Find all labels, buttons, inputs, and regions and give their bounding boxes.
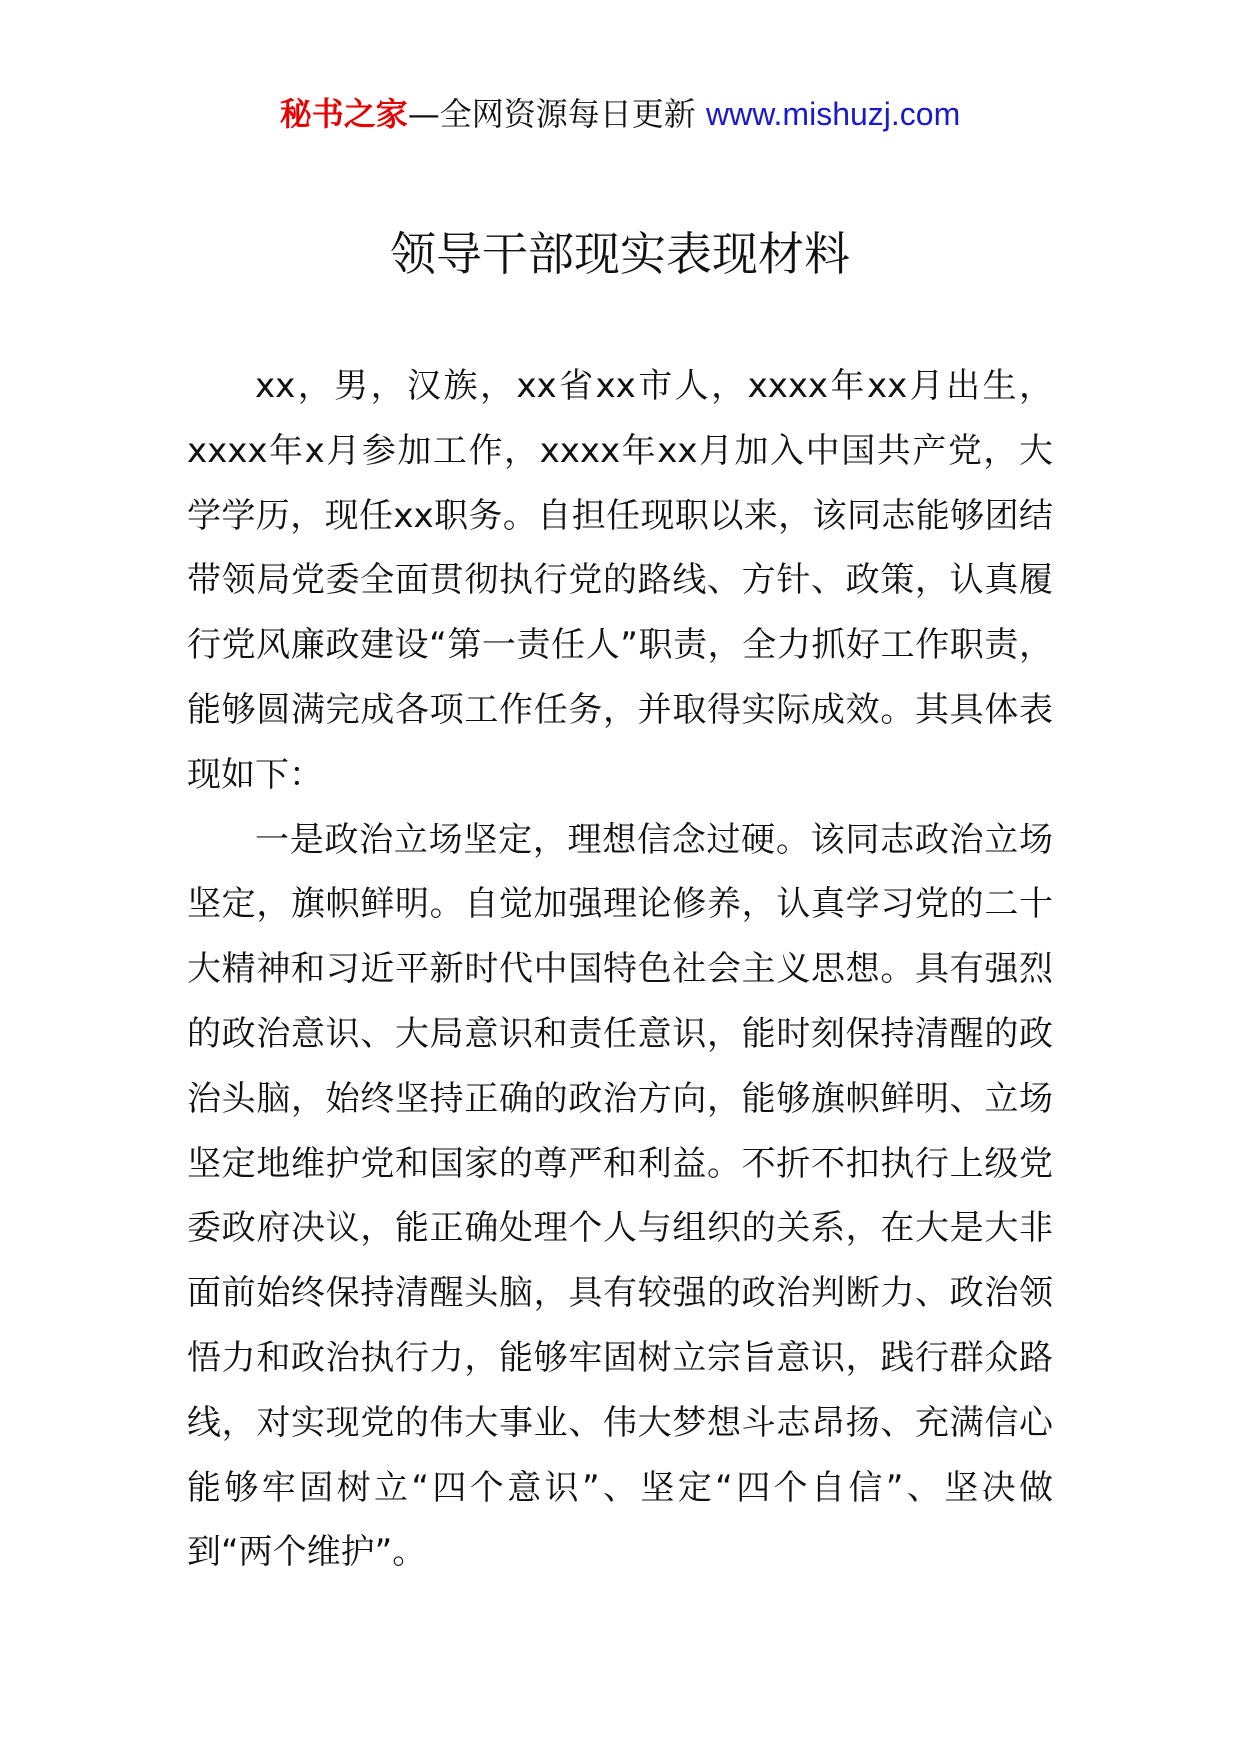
- site-url-link[interactable]: www.mishuzj.com: [705, 96, 961, 132]
- paragraph-intro: xx，男，汉族，xx省xx市人，xxxx年xx月出生，xxxx年x月参加工作，xxxx年xx月加入中国共产党，大学学历，现任xx职务。自担任现职以来，该同志能够团结带领局党委全面贯彻执行党的路线、方针、政策，认真履行党风廉政建设“第一责任人”职责，全力抓好工作职责，能够圆满完成各项工作任务，并取得实际成效。其具体表现如下：: [187, 366, 1053, 795]
- document-title: 领导干部现实表现材料: [390, 227, 850, 281]
- brand-name: 秘书之家: [279, 95, 408, 133]
- document-body: [187, 354, 1053, 1585]
- paragraph-political-stance: 一是政治立场坚定，理想信念过硬。该同志政治立场坚定，旗帜鲜明。自觉加强理论修养，认真学习党的二十大精神和习近平新时代中国特色社会主义思想。具有强烈的政治意识、大局意识和责任意识，能时刻保持清醒的政治头脑，始终坚持正确的政治方向，能够旗帜鲜明、立场坚定地维护党和国家的尊严和利益。不折不扣执行上级党委政府决议，能正确处理个人与组织的关系，在大是大非面前始终保持清醒头脑，具有较强的政治判断力、政治领悟力和政治执行力，能够牢固树立宗旨意识，践行群众路线，对实现党的伟大事业、伟大梦想斗志昂扬、充满信心能够牢固树立“四个意识”、坚定“四个自信”、坚决做到“两个维护”。: [187, 819, 1053, 1573]
- site-header: [0, 92, 1240, 136]
- header-slogan: —全网资源每日更新: [407, 95, 696, 133]
